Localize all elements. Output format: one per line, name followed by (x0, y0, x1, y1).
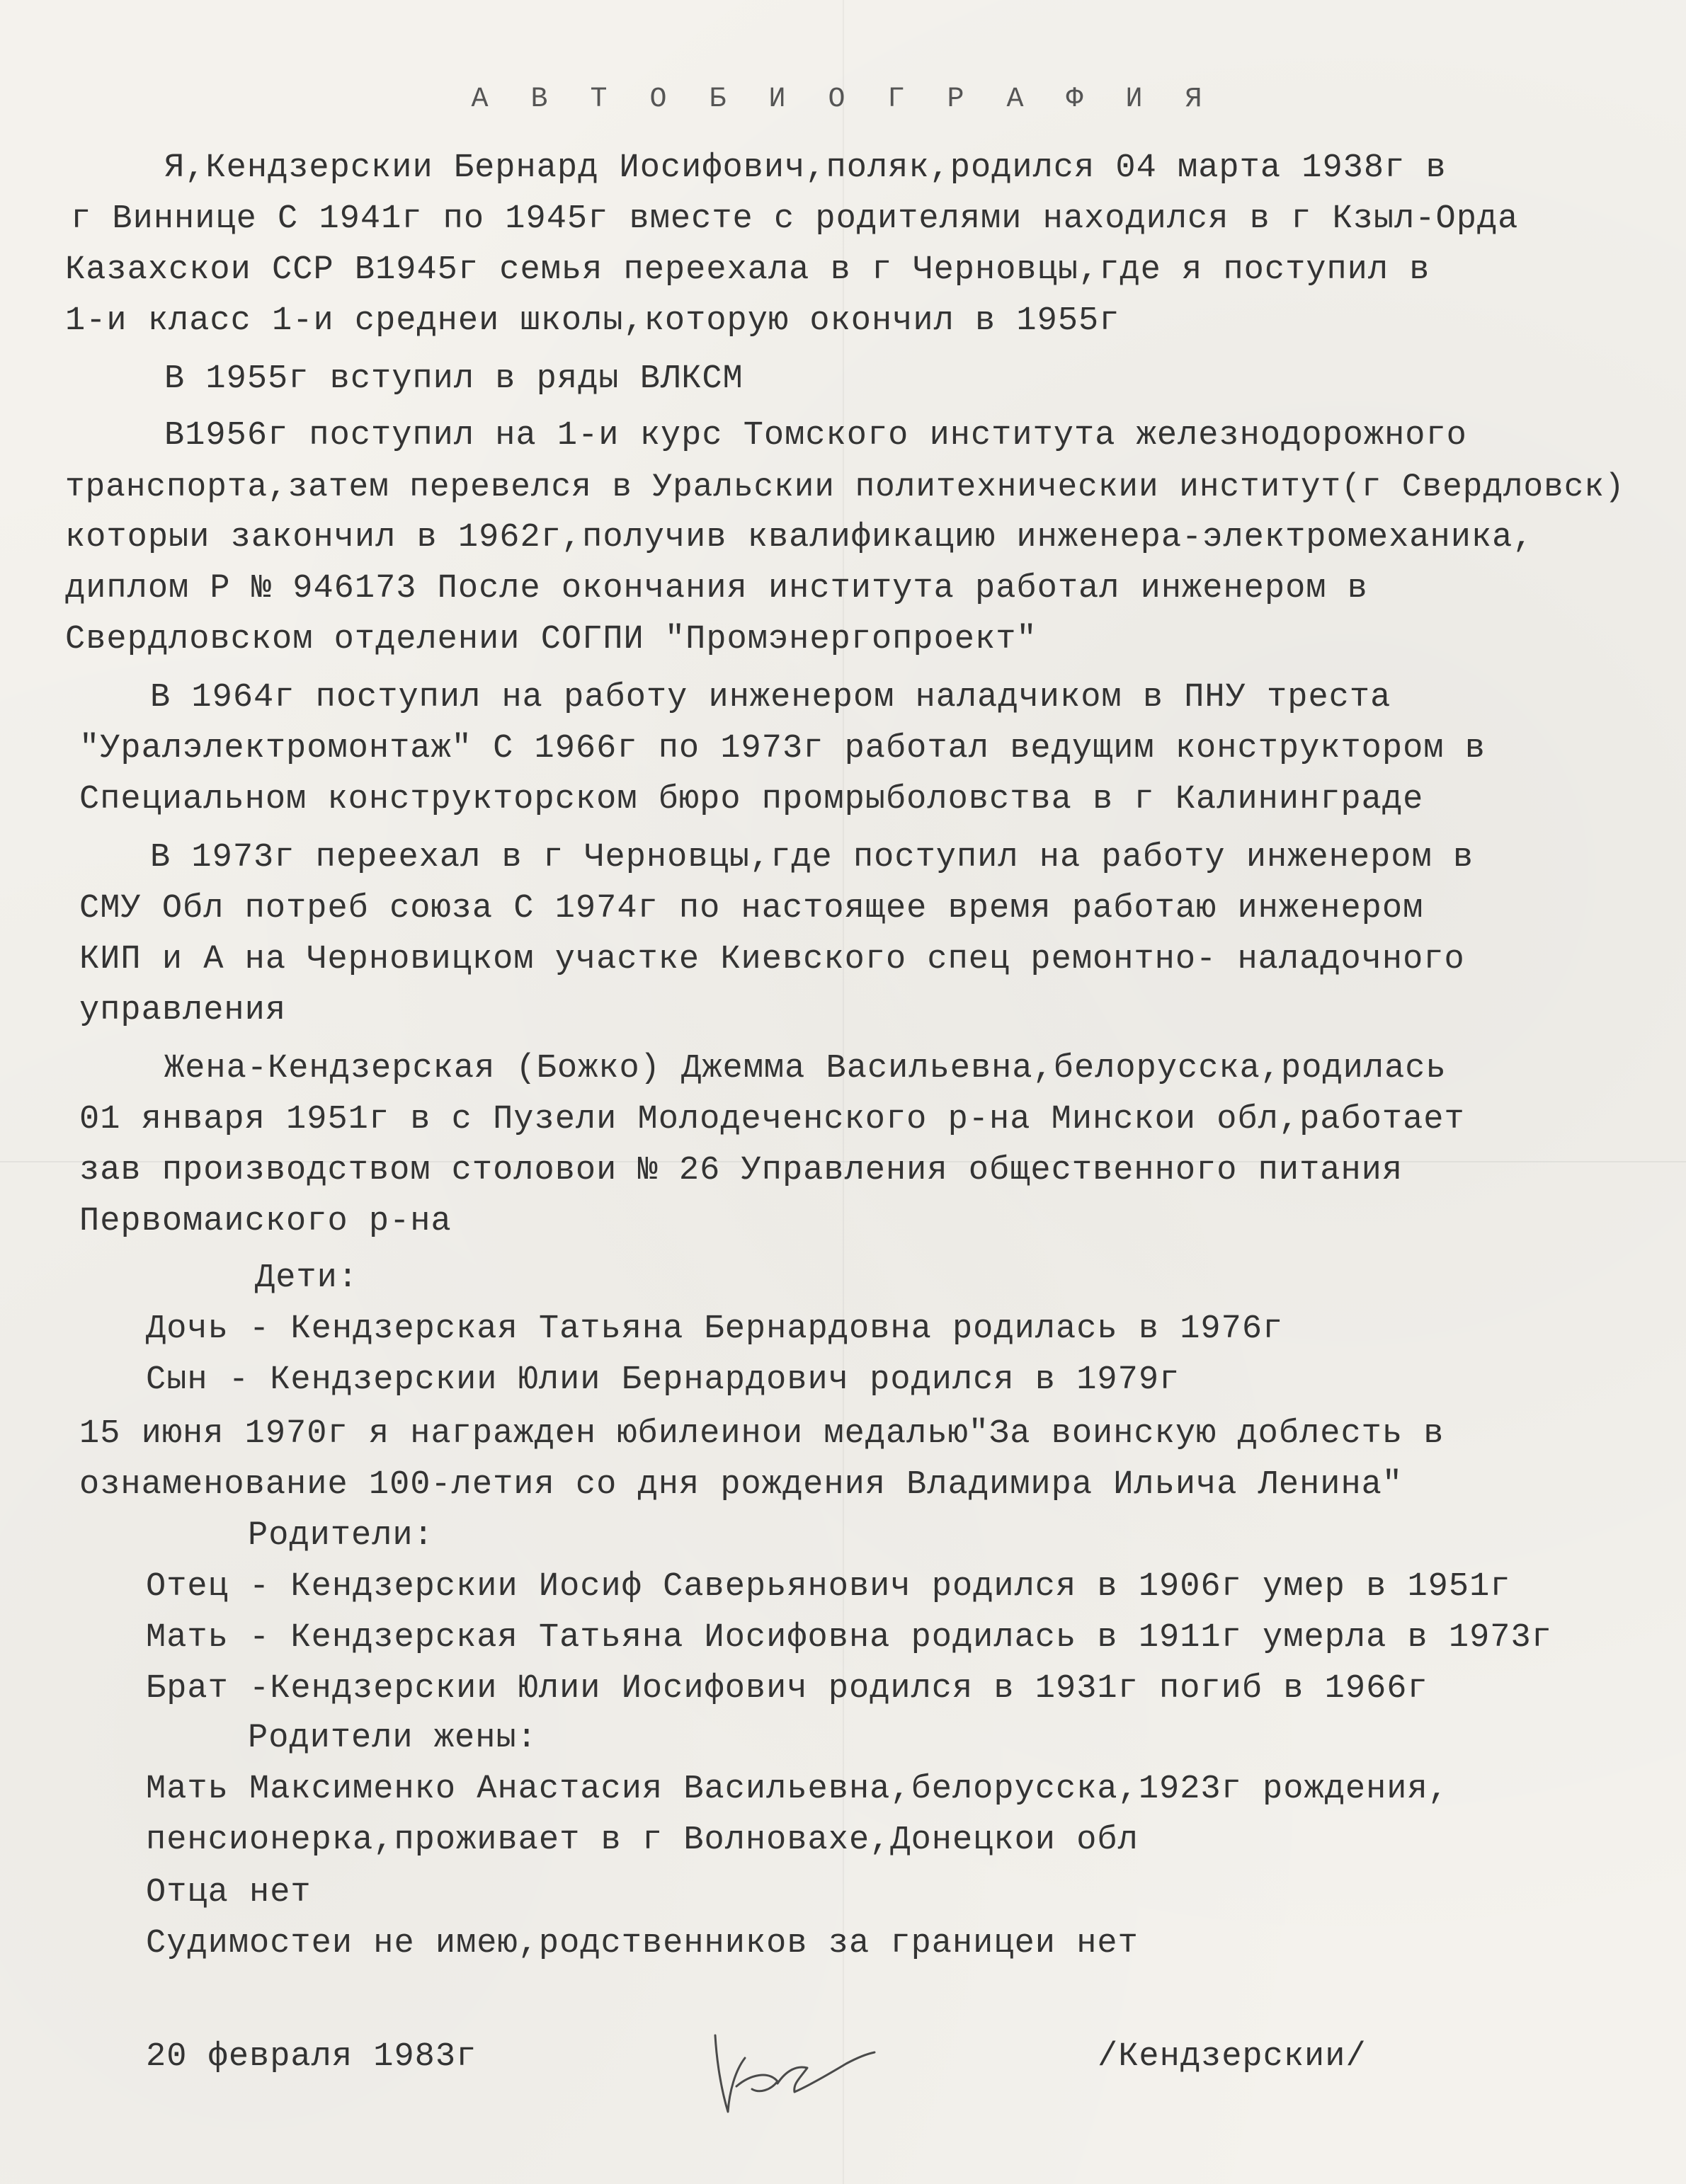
text-line: Дети: (255, 1259, 359, 1297)
text-line: В1956г поступил на 1-и курс Томского института железнодорожного (164, 417, 1467, 454)
text-line: "Уралэлектромонтаж" С 1966г по 1973г работал ведущим конструктором в (79, 730, 1486, 767)
text-line: Мать - Кендзерская Татьяна Иосифовна родилась в 1911г умерла в 1973г (146, 1619, 1552, 1657)
text-line: Отца нет (146, 1874, 312, 1911)
text-line: КИП и А на Черновицком участке Киевского спец ремонтно- наладочного (79, 941, 1465, 978)
signature-name: /Кендзерскии/ (1098, 2038, 1367, 2076)
text-line: Мать Максименко Анастасия Васильевна,белорусска,1923г рождения, (146, 1771, 1449, 1808)
text-line: управления (79, 992, 287, 1029)
text-line: Свердловском отделении СОГПИ "Промэнергопроект" (65, 621, 1037, 658)
text-line: Брат -Кендзерскии Юлии Иосифович родился в 1931г погиб в 1966г (146, 1670, 1428, 1708)
text-line: Первомаиского р-на (79, 1203, 452, 1240)
text-line: пенсионерка,проживает в г Волновахе,Донецкои обл (146, 1822, 1139, 1859)
text-line: которыи закончил в 1962г,получив квалификацию инженера-электромеханика, (65, 519, 1534, 556)
text-line: Казахскои ССР В1945г семья переехала в г Черновцы,где я поступил в (65, 251, 1430, 289)
text-line: Жена-Кендзерская (Божко) Джемма Васильевна,белорусска,родилась (164, 1050, 1447, 1087)
text-line: Родители жены: (248, 1720, 537, 1757)
text-line: В 1955г вступил в ряды ВЛКСМ (164, 360, 744, 398)
text-line: СМУ Обл потреб союза С 1974г по настоящее время работаю инженером (79, 890, 1424, 927)
text-line: ознаменование 100-летия со дня рождения Владимира Ильича Ленина" (79, 1466, 1403, 1504)
text-line: Дочь - Кендзерская Татьяна Бернардовна родилась в 1976г (146, 1310, 1284, 1348)
text-line: В 1964г поступил на работу инженером наладчиком в ПНУ треста (150, 679, 1391, 716)
text-line: 01 января 1951г в с Пузели Молодеченского р-на Минскои обл,работает (79, 1101, 1465, 1138)
text-line: 15 июня 1970г я награжден юбилеинои медалью"За воинскую доблесть в (79, 1415, 1445, 1453)
handwritten-signature-icon (701, 2021, 885, 2120)
text-line: г Виннице С 1941г по 1945г вместе с родителями находился в г Кзыл-Орда (71, 200, 1519, 238)
text-line: транспорта,затем перевелся в Уральскии политехническии институт(г Свердловск) (65, 469, 1625, 505)
text-line: Отец - Кендзерскии Иосиф Саверьянович родился в 1906г умер в 1951г (146, 1568, 1511, 1606)
document-date: 20 февраля 1983г (146, 2038, 477, 2076)
document-title: А В Т О Б И О Г Р А Ф И Я (471, 84, 1215, 115)
text-line: Судимостеи не имею,родственников за границеи нет (146, 1925, 1139, 1962)
text-line: Родители: (248, 1517, 434, 1555)
text-line: В 1973г переехал в г Черновцы,где поступил на работу инженером в (150, 839, 1474, 876)
text-line: диплом Р № 946173 После окончания института работал инженером в (65, 570, 1368, 607)
text-line: 1-и класс 1-и среднеи школы,которую окончил в 1955г (65, 302, 1120, 340)
text-line: Я,Кендзерскии Бернард Иосифович,поляк,родился 04 марта 1938г в (164, 149, 1447, 187)
text-line: зав производством столовои № 26 Управления общественного питания (79, 1152, 1403, 1189)
text-line: Специальном конструкторском бюро промрыболовства в г Калининграде (79, 781, 1424, 818)
text-line: Сын - Кендзерскии Юлии Бернардович родился в 1979г (146, 1361, 1180, 1399)
